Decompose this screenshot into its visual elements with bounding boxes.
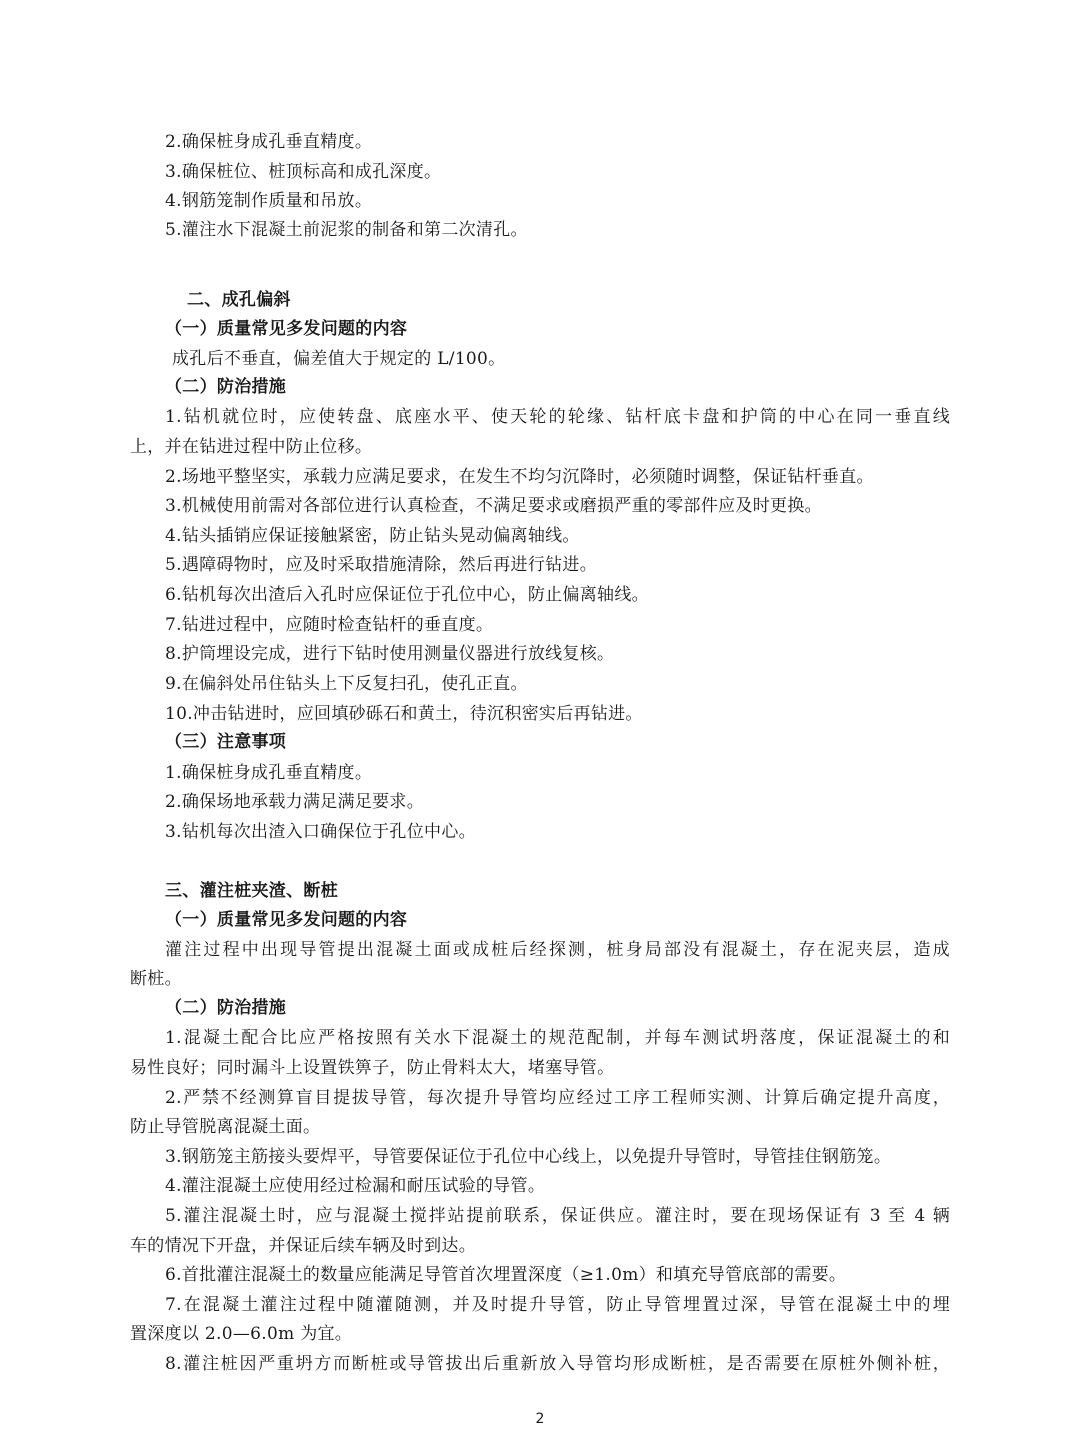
text-line: 9.在偏斜处吊住钻头上下反复扫孔，使孔正直。 (165, 674, 528, 694)
section-heading: 二、成孔偏斜 (187, 290, 291, 310)
text-line: 3.钢筋笼主筋接头要焊平，导管要保证位于孔位中心线上，以免提升导管时，导管挂住钢筋笼。 (165, 1147, 892, 1167)
text-line: 3.机械使用前需对各部位进行认真检查，不满足要求或磨损严重的零部件应及时更换。 (165, 496, 822, 516)
subsection-heading: （二）防治措施 (165, 998, 287, 1018)
text-line: 1.确保桩身成孔垂直精度。 (165, 763, 373, 783)
text-line: 7.钻进过程中，应随时检查钻杆的垂直度。 (165, 615, 494, 635)
text-line: 5.灌注水下混凝土前泥浆的制备和第二次清孔。 (165, 220, 528, 240)
text-line: 置深度以 2.0—6.0m 为宜。 (130, 1324, 353, 1344)
text-line: 7.在混凝土灌注过程中随灌随测，并及时提升导管，防止导管埋置过深，导管在混凝土中的埋 (165, 1295, 950, 1315)
text-line: 4.钢筋笼制作质量和吊放。 (165, 191, 373, 211)
page-number: 2 (535, 1411, 545, 1427)
text-line: 2.确保场地承载力满足满足要求。 (165, 792, 425, 812)
text-line: 1.混凝土配合比应严格按照有关水下混凝土的规范配制，并每车测试坍落度，保证混凝土的和 (165, 1028, 950, 1048)
text-line: 上，并在钻进过程中防止位移。 (130, 437, 373, 457)
text-line: 8.护筒埋设完成，进行下钻时使用测量仪器进行放线复核。 (165, 644, 615, 664)
text-line: 2.确保桩身成孔垂直精度。 (165, 132, 373, 152)
text-line: 3.钻机每次出渣入口确保位于孔位中心。 (165, 822, 476, 842)
text-line: 5.灌注混凝土时，应与混凝土搅拌站提前联系，保证供应。灌注时，要在现场保证有 3 至 4 辆 (165, 1206, 950, 1226)
text-line: 6.钻机每次出渣后入孔时应保证位于孔位中心，防止偏离轴线。 (165, 585, 649, 605)
text-line: 2.严禁不经测算盲目提拔导管，每次提升导管均应经过工序工程师实测、计算后确定提升高度， (165, 1088, 950, 1108)
text-line: 10.冲击钻进时，应回填砂砾石和黄土，待沉积密实后再钻进。 (165, 704, 643, 724)
text-line: 4.灌注混凝土应使用经过检漏和耐压试验的导管。 (165, 1176, 546, 1196)
text-line: 断桩。 (130, 969, 182, 989)
text-line: 2.场地平整坚实，承载力应满足要求，在发生不均匀沉降时，必须随时调整，保证钻杆垂直。 (165, 467, 874, 487)
text-line: 5.遇障碍物时，应及时采取措施清除，然后再进行钻进。 (165, 555, 598, 575)
subsection-heading: （三）注意事项 (165, 732, 287, 752)
text-line: 3.确保桩位、桩顶标高和成孔深度。 (165, 162, 442, 182)
text-line: 8.灌注桩因严重坍方而断桩或导管拔出后重新放入导管均形成断桩，是否需要在原桩外侧补桩， (165, 1354, 950, 1374)
subsection-heading: （二）防治措施 (165, 377, 287, 397)
text-line: 易性良好；同时漏斗上设置铁箅子，防止骨料太大，堵塞导管。 (130, 1058, 615, 1078)
text-line: 灌注过程中出现导管提出混凝土面或成桩后经探测，桩身局部没有混凝土，存在泥夹层，造成 (165, 940, 950, 960)
text-line: 防止导管脱离混凝土面。 (130, 1117, 321, 1137)
text-line: 成孔后不垂直，偏差值大于规定的 L/100。 (172, 349, 506, 369)
subsection-heading: （一）质量常见多发问题的内容 (165, 319, 408, 339)
subsection-heading: （一）质量常见多发问题的内容 (165, 910, 408, 930)
section-heading: 三、灌注桩夹渣、断桩 (165, 881, 338, 901)
text-line: 1.钻机就位时，应使转盘、底座水平、使天轮的轮缘、钻杆底卡盘和护筒的中心在同一垂直线 (165, 407, 950, 427)
text-line: 4.钻头插销应保证接触紧密，防止钻头晃动偏离轴线。 (165, 526, 580, 546)
text-line: 6.首批灌注混凝土的数量应能满足导管首次埋置深度（≥1.0m）和填充导管底部的需要。 (165, 1265, 847, 1285)
text-line: 车的情况下开盘，并保证后续车辆及时到达。 (130, 1236, 476, 1256)
